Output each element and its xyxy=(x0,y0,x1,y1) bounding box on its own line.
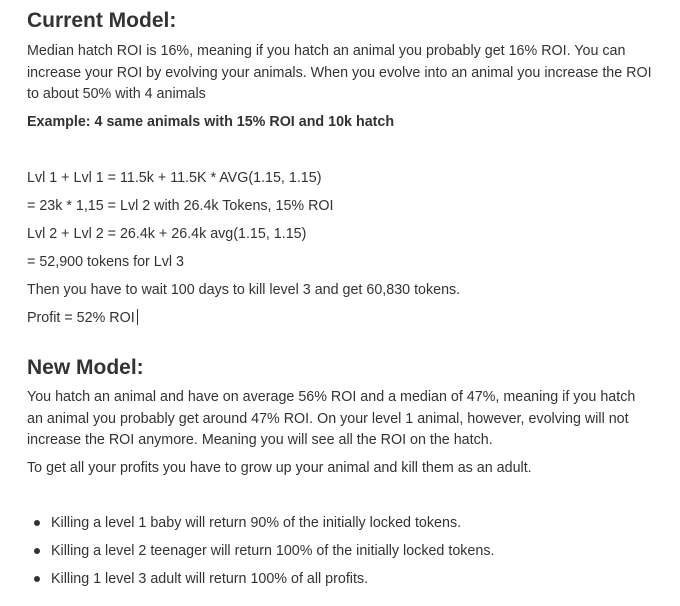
list-item xyxy=(27,569,494,597)
current-model-heading: Current Model: xyxy=(27,9,177,32)
list-item xyxy=(27,541,494,569)
calculation-step: = 23k * 1,15 = Lvl 2 with 26.4k Tokens, 15% ROI xyxy=(27,198,334,214)
calculation-step: = 52,900 tokens for Lvl 3 xyxy=(27,254,184,270)
current-model-paragraph-line: to about 50% with 4 animals xyxy=(27,86,206,102)
calculation-step: Then you have to wait 100 days to kill level 3 and get 60,830 tokens. xyxy=(27,282,461,298)
bullet-icon xyxy=(34,548,40,554)
calculation-step: Lvl 2 + Lvl 2 = 26.4k + 26.4k avg(1.15, 1.15) xyxy=(27,226,307,242)
bullet-icon xyxy=(34,576,40,582)
profit-bullet-list xyxy=(27,513,494,597)
current-model-paragraph-line: increase your ROI by evolving your animals. When you evolve into an animal you increase the ROI xyxy=(27,64,652,81)
profit-text: Profit = 52% ROI xyxy=(27,310,135,326)
new-model-paragraph-line: an animal you probably get around 47% ROI. On your level 1 animal, however, evolving will not xyxy=(27,410,629,427)
example-title: Example: 4 same animals with 15% ROI and 10k hatch xyxy=(27,114,395,130)
profit-line[interactable] xyxy=(27,308,138,330)
new-model-heading: New Model: xyxy=(27,356,144,379)
new-model-paragraph-2: To get all your profits you have to grow up your animal and kill them as an adult. xyxy=(27,460,532,476)
list-item xyxy=(27,513,494,541)
list-item-text: Killing 1 level 3 adult will return 100% of all profits. xyxy=(51,571,369,587)
list-item-text: Killing a level 1 baby will return 90% of the initially locked tokens. xyxy=(51,515,462,531)
new-model-paragraph-line: increase the ROI anymore. Meaning you will see all the ROI on the hatch. xyxy=(27,432,493,448)
text-cursor xyxy=(137,309,138,325)
calculation-step: Lvl 1 + Lvl 1 = 11.5k + 11.5K * AVG(1.15, 1.15) xyxy=(27,170,322,186)
current-model-paragraph-line: Median hatch ROI is 16%, meaning if you hatch an animal you probably get 16% ROI. You can xyxy=(27,43,626,59)
list-item-text: Killing a level 2 teenager will return 100% of the initially locked tokens. xyxy=(51,543,495,559)
bullet-icon xyxy=(34,520,40,526)
new-model-paragraph-line: You hatch an animal and have on average 56% ROI and a median of 47%, meaning if you hatch xyxy=(27,389,636,405)
